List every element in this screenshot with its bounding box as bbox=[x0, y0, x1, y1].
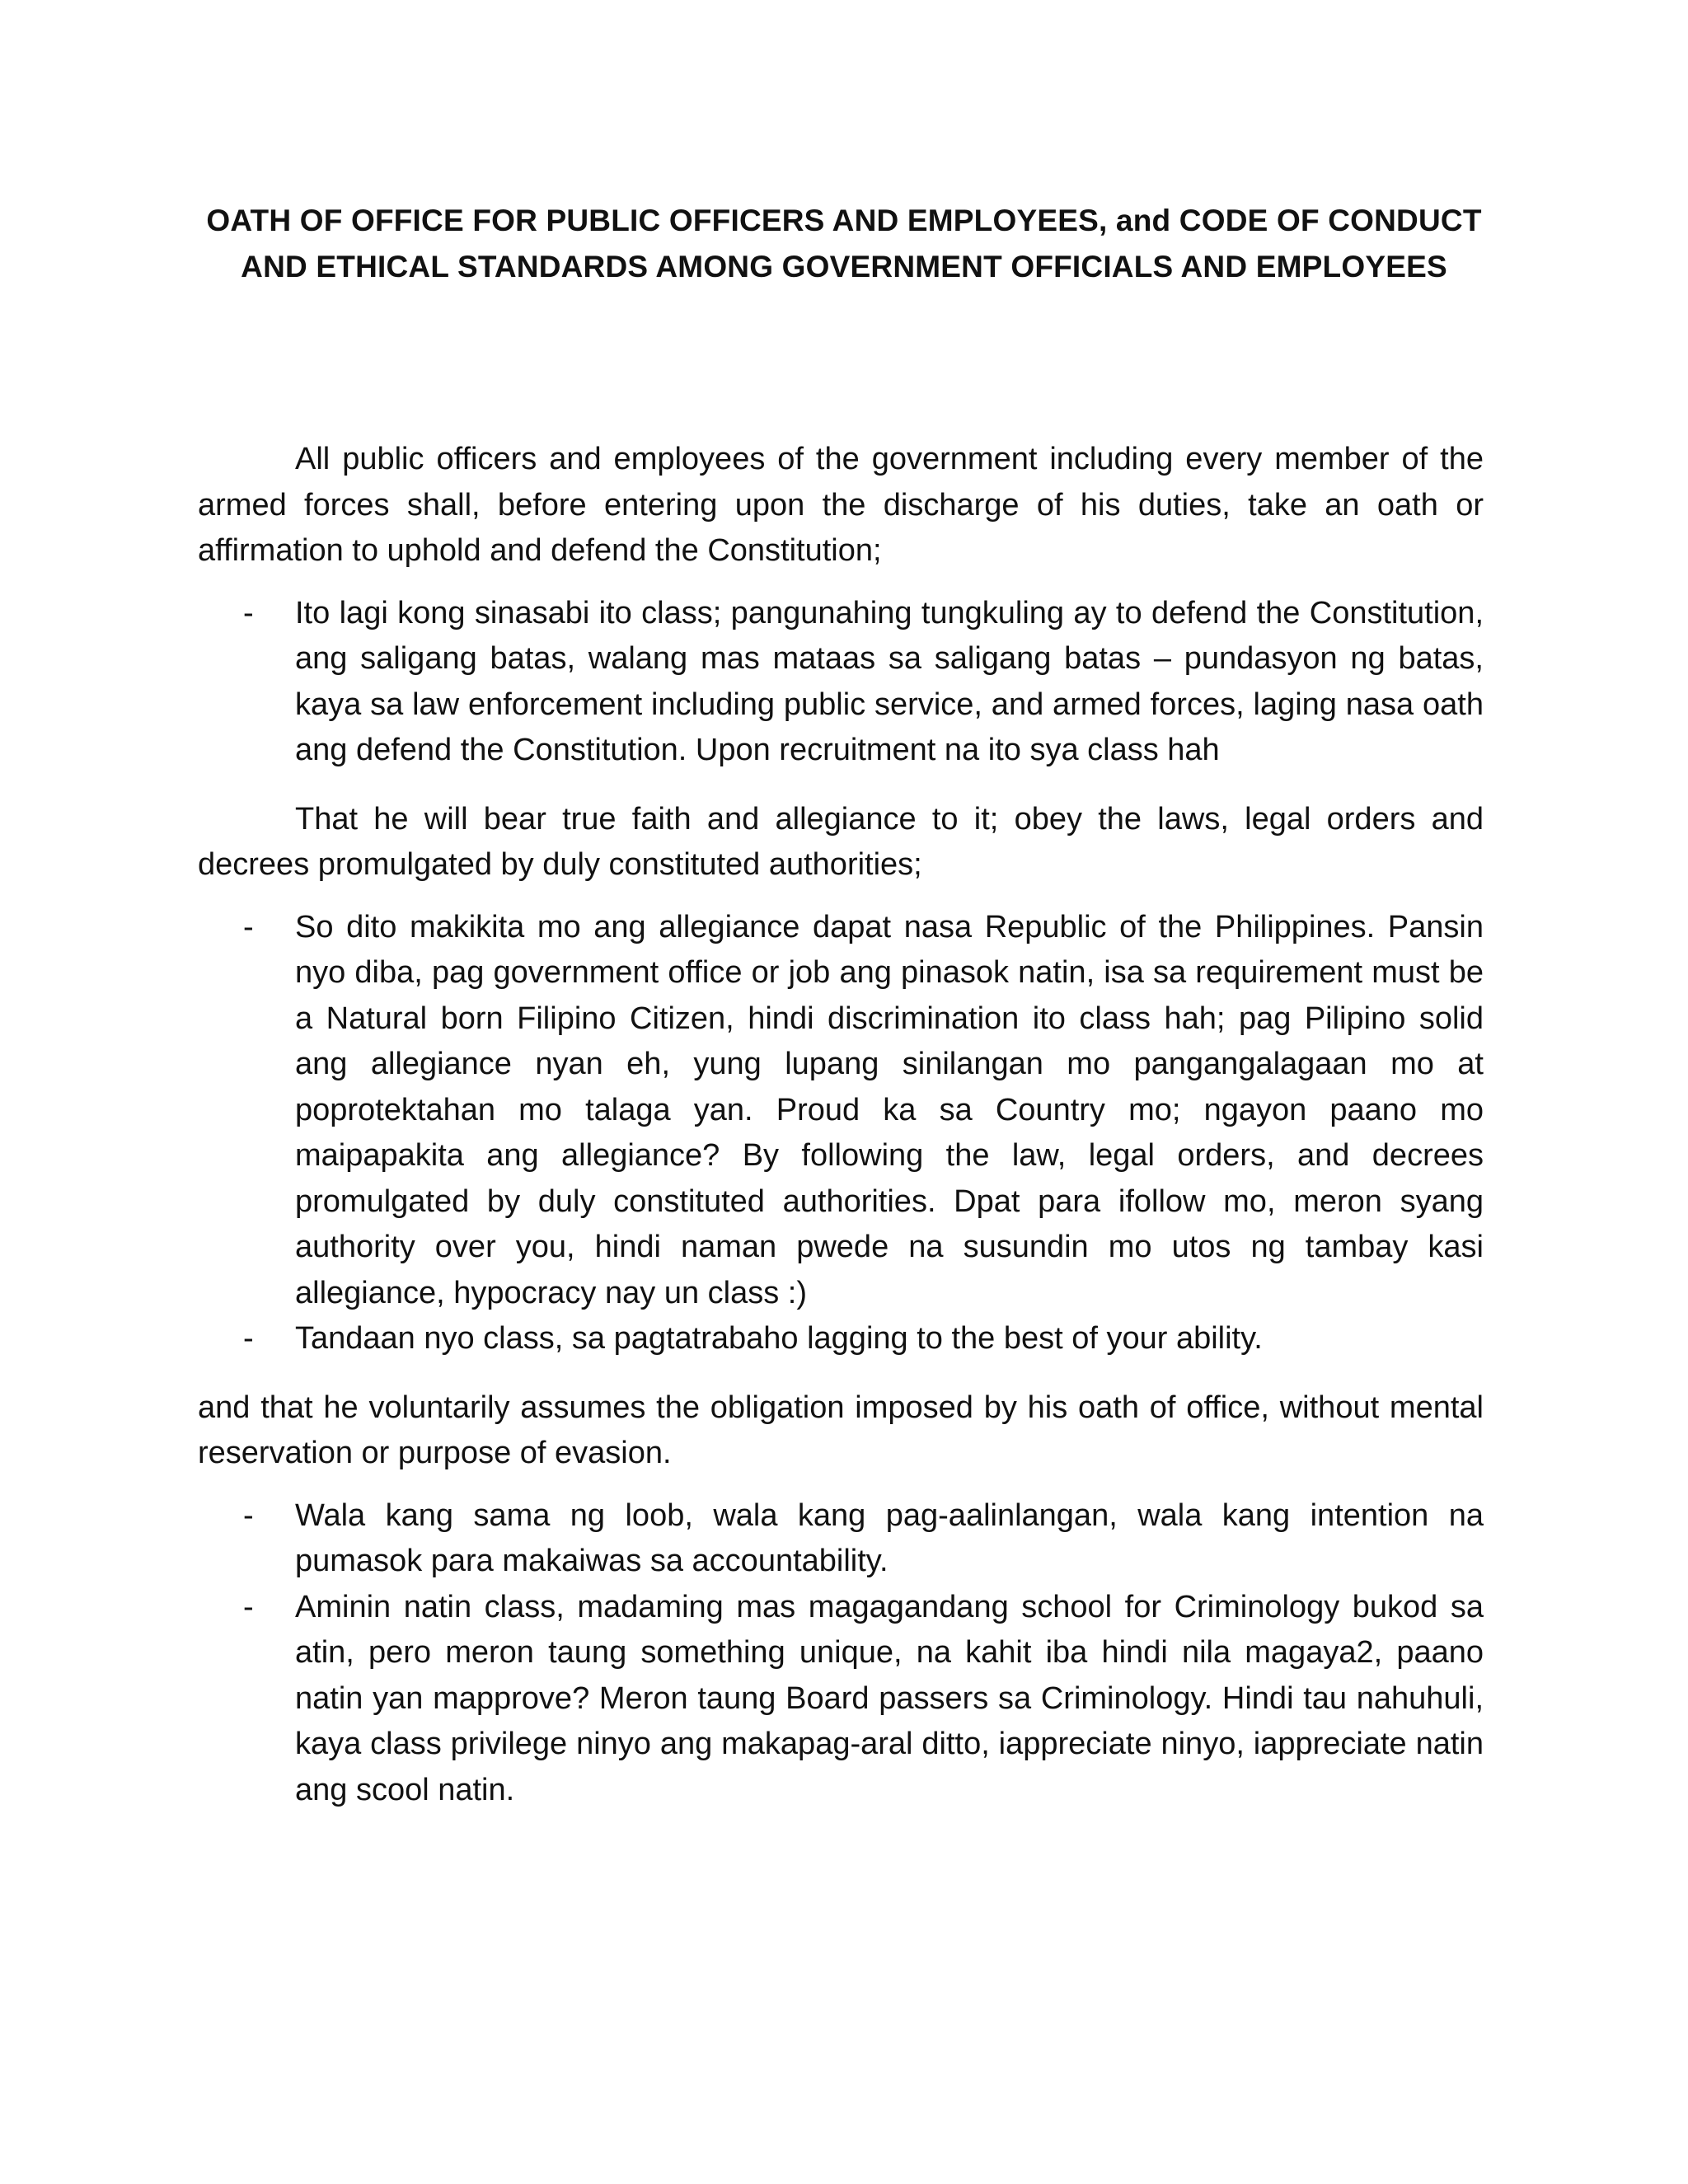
bullet-dash: - bbox=[243, 1497, 254, 1533]
list-item-text: Wala kang sama ng loob, wala kang pag-aalinlangan, wala kang intention na pumasok para makaiwas sa accountability. bbox=[295, 1497, 1484, 1578]
list-item-text: Tandaan nyo class, sa pagtatrabaho lagging to the best of your ability. bbox=[295, 1321, 1263, 1356]
list-item bbox=[243, 905, 1484, 1317]
list-item bbox=[243, 1316, 1484, 1362]
bullet-list bbox=[198, 905, 1484, 1362]
paragraph-allegiance: That he will bear true faith and allegiance to it; obey the laws, legal orders and decrees promulgated by duly constituted authorities; bbox=[198, 801, 1484, 882]
paragraph-oath-constitution: All public officers and employees of the government including every member of the armed forces shall, before entering upon the discharge of his duties, take an oath or affirmation to uphold and defend the Constitution; bbox=[198, 442, 1484, 568]
list-item-text: So dito makikita mo ang allegiance dapat nasa Republic of the Philippines. Pansin nyo diba, pag government office or job ang pinasok natin, isa sa requirement must be a Natural born Filipino Citizen, hindi discrimination ito class hah; pag Pilipino solid ang allegiance nyan eh, yung lupang sinilangan mo pangangalagaan mo at poprotektahan mo talaga yan. Proud ka sa Country mo; ngayon paano mo maipapakita ang allegiance? By following the law, legal orders, and decrees promulgated by duly constituted authorities. Dpat para ifollow mo, meron syang authority over you, hindi naman pwede na susundin mo utos ng tambay kasi allegiance, hypocracy nay un class :) bbox=[295, 909, 1484, 1310]
document-body bbox=[198, 437, 1484, 1813]
bullet-dash: - bbox=[243, 909, 254, 944]
list-item bbox=[243, 1585, 1484, 1814]
bullet-list bbox=[198, 591, 1484, 774]
paragraph-obligation: and that he voluntarily assumes the obligation imposed by his oath of office, without mental reservation or purpose of evasion. bbox=[198, 1390, 1484, 1470]
list-item-text: Ito lagi kong sinasabi ito class; pangunahing tungkuling ay to defend the Constitution, ang saligang batas, walang mas mataas sa saligang batas – pundasyon ng batas, kaya sa law enforcement including public service, and armed forces, laging nasa oath ang defend the Constitution. Upon recruitment na ito sya class hah bbox=[295, 595, 1484, 767]
list-item-text: Aminin natin class, madaming mas magagandang school for Criminology bukod sa atin, pero meron taung something unique, na kahit iba hindi nila magaya2, paano natin yan mapprove? Meron taung Board passers sa Criminology. Hindi tau nahuhuli, kaya class privilege ninyo ang makapag-aral ditto, iappreciate ninyo, iappreciate natin ang scool natin. bbox=[295, 1589, 1484, 1807]
list-item bbox=[243, 591, 1484, 774]
bullet-dash: - bbox=[243, 595, 254, 630]
bullet-list bbox=[198, 1493, 1484, 1814]
document-title: OATH OF OFFICE FOR PUBLIC OFFICERS AND EMPLOYEES, and CODE OF CONDUCT AND ETHICAL STANDARDS AMONG GOVERNMENT OFFICIALS AND EMPLOYEES bbox=[206, 204, 1482, 284]
bullet-dash: - bbox=[243, 1321, 254, 1356]
list-item bbox=[243, 1493, 1484, 1585]
bullet-dash: - bbox=[243, 1589, 254, 1624]
